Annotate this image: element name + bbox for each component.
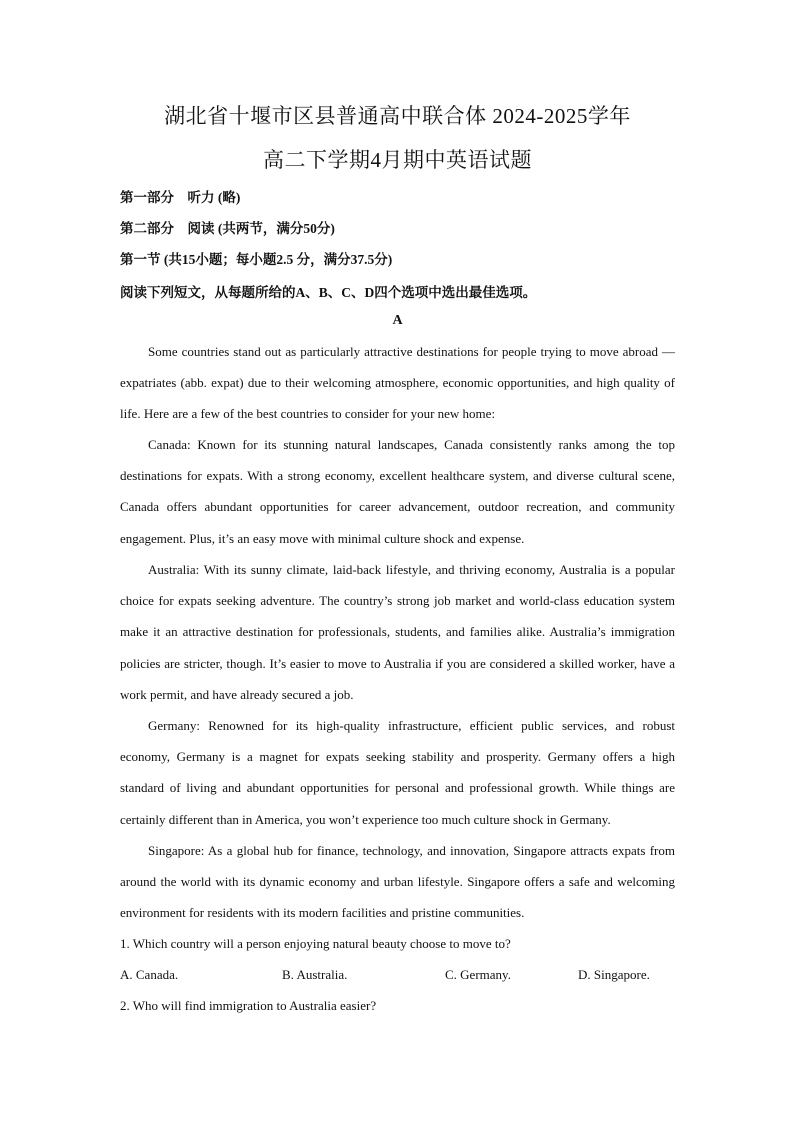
- part1-heading: 第一部分 听力 (略): [120, 190, 241, 205]
- question-1: 1. Which country will a person enjoying natural beauty choose to move to?: [120, 936, 511, 951]
- option-d: D. Singapore.: [578, 967, 650, 982]
- passage-label: A: [392, 313, 403, 328]
- option-b: B. Australia.: [282, 967, 348, 982]
- option-a: A. Canada.: [120, 967, 179, 982]
- question-2: 2. Who will find immigration to Australia easier?: [120, 998, 377, 1013]
- section1-heading: 第一节 (共15小题；每小题2.5 分，满分37.5分): [120, 252, 393, 267]
- passage-paragraph-singapore: Singapore: As a global hub for finance, technology, and innovation, Singapore attracts expats from around the world with its dynamic economy and urban lifestyle. Singapore offers a safe and welcoming environment for residents with its modern facilities and pristine communities.: [120, 843, 675, 921]
- option-c: C. Germany.: [445, 967, 511, 982]
- passage-paragraph-intro: Some countries stand out as particularly attractive destinations for people trying to move abroad — expatriates (abb. expat) due to their welcoming atmosphere, economic opportunities, and high quality of life. Here are a few of the best countries to consider for your new home:: [120, 344, 675, 422]
- part2-heading: 第二部分 阅读 (共两节，满分50分): [120, 221, 335, 236]
- passage-paragraph-australia: Australia: With its sunny climate, laid-back lifestyle, and thriving economy, Australia is a popular choice for expats seeking adventure. The country’s strong job market and world-class education system make it an attractive destination for professionals, students, and families alike. Australia’s immigration policies are stricter, though. It’s easier to move to Australia if you are considered a skilled worker, have a work permit, and have already secured a job.: [120, 562, 675, 702]
- passage-paragraph-canada: Canada: Known for its stunning natural landscapes, Canada consistently ranks among the top destinations for expats. With a strong economy, excellent healthcare system, and diverse cultural scene, Canada offers abundant opportunities for career advancement, outdoor recreation, and community engagement. Plus, it’s an easy move with minimal culture shock and expense.: [120, 437, 675, 546]
- exam-title-line2: 高二下学期4月期中英语试题: [263, 148, 532, 172]
- exam-title-line1: 湖北省十堰市区县普通高中联合体 2024-2025学年: [164, 104, 631, 128]
- instruction-text: 阅读下列短文，从每题所给的A、B、C、D四个选项中选出最佳选项。: [120, 285, 537, 300]
- passage-paragraph-germany: Germany: Renowned for its high-quality infrastructure, efficient public services, and robust economy, Germany is a magnet for expats seeking stability and prosperity. Germany offers a high standard of living and abundant opportunities for personal and professional growth. While things are certainly different than in America, you won’t experience too much culture shock in Germany.: [120, 718, 675, 827]
